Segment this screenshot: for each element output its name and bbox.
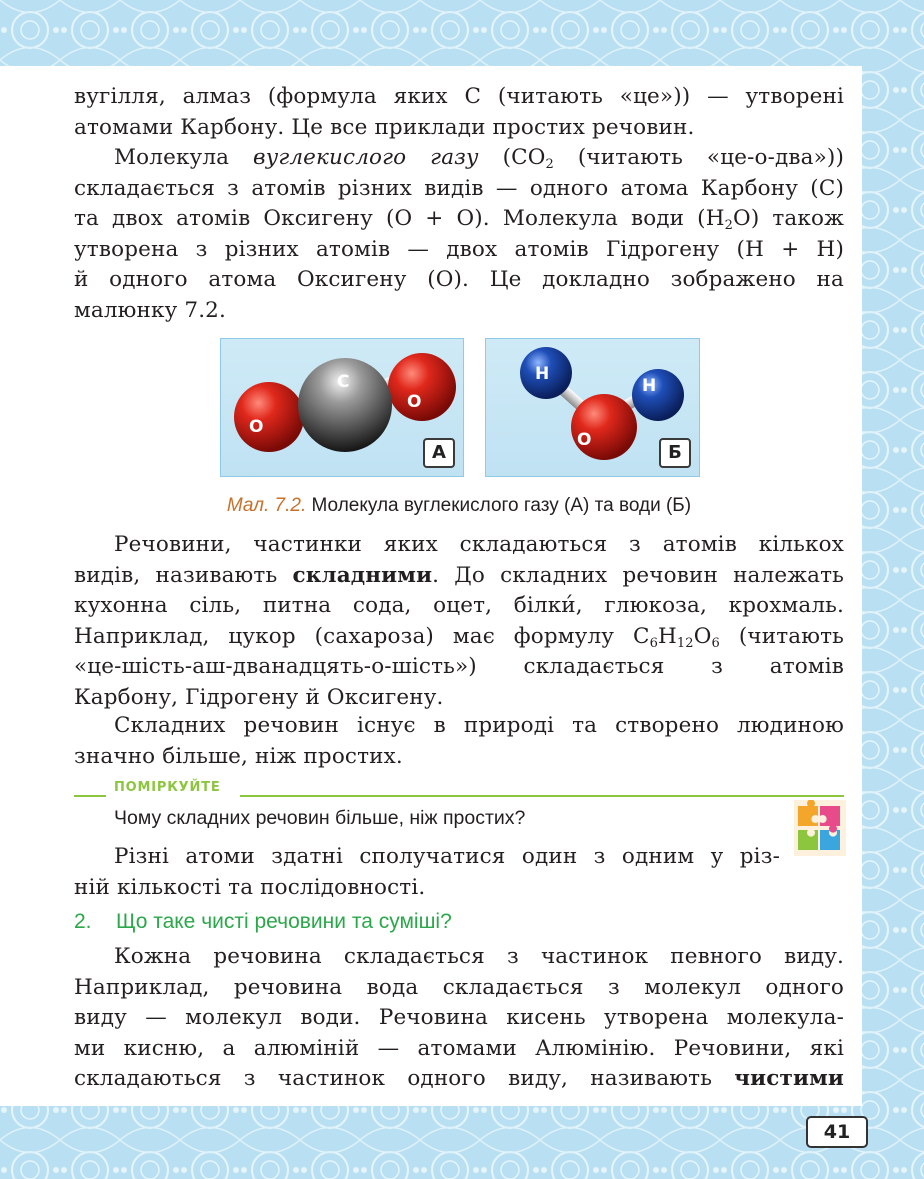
text-line: й одного атома Оксигену (O). Це докладно зображено на <box>74 267 844 292</box>
text-line: ній кількості та послідовності. <box>74 874 426 900</box>
page-number: 41 <box>806 1116 868 1148</box>
term-bold: складними <box>292 562 433 588</box>
text-line: вугілля, алмаз (формула яких C (читають «це»)) — утворені <box>74 84 844 109</box>
text-line: ми кисню, а алюміній — атомами Алюмінію. Речовини, які <box>74 1035 844 1061</box>
atom-label: H <box>642 376 657 396</box>
text-line: складається з атомів різних видів — одного атома Карбону (C) <box>74 175 844 201</box>
caption-text: Молекула вуглекислого газу (А) та води (Б) <box>311 495 692 516</box>
figure-letter: А <box>423 438 455 468</box>
think-question: Чому складних речовин більше, ніж простих? <box>114 807 526 829</box>
text-line: Карбону, Гідрогену й Оксигену. <box>74 684 444 710</box>
atom-label: O <box>577 430 592 450</box>
text-line: виду — молекул води. Речовина кисень утворена молекула- <box>74 1005 844 1030</box>
term-bold: чистими <box>734 1066 844 1091</box>
paragraph-2 <box>74 143 844 326</box>
text-line: Речовини, частинки яких складаються з атомів кількох <box>114 532 844 557</box>
text-line: Складних речовин існує в природі та створено людиною <box>114 713 844 738</box>
oxygen-atom <box>234 382 304 452</box>
text-line: Кожна речовина складається з частинок певного виду. <box>114 944 844 969</box>
figure-co2 <box>220 338 464 477</box>
divider <box>240 795 844 797</box>
atom-label: O <box>249 417 264 437</box>
text-line: «це-шість-аш-дванадцять-о-шість») складається з атомів <box>74 654 844 679</box>
text-line: утворена з різних атомів — двох атомів Гідрогену (H + H) <box>74 236 844 262</box>
text-line: Наприклад, речовина вода складається з молекул одного <box>74 974 844 1000</box>
text-line: атомами Карбону. Це все приклади простих речовин. <box>74 114 695 140</box>
paragraph-3 <box>74 530 844 713</box>
paragraph-4 <box>74 711 844 772</box>
text-line: Молекула вуглекислого газу ($CO_2$ (читають «це-о-два»)) <box>114 145 845 172</box>
text-line: Наприклад, цукор (сахароза) має формулу $C_6H_{12}O_6$ (читають <box>74 623 844 651</box>
paragraph-1 <box>74 82 844 143</box>
text-line: складаються з частинок одного виду, називають чистими <box>74 1066 844 1091</box>
section-heading <box>74 910 452 934</box>
section-title-text: Що таке чисті речовини та суміші? <box>116 910 452 933</box>
figure-h2o <box>485 338 700 477</box>
atom-label: C <box>337 372 350 392</box>
atom-label: H <box>535 364 550 384</box>
text-line: видів, називають складними. До складних речовин належать <box>74 562 844 588</box>
paragraph-6 <box>74 942 844 1095</box>
atom-label: O <box>407 392 422 412</box>
text-line: малюнку 7.2. <box>74 297 226 323</box>
paragraph-5 <box>74 842 780 903</box>
oxygen-atom <box>571 394 637 460</box>
text-line: та двох атомів Оксигену (O + O). Молекула води $(H_2O)$ також <box>74 206 845 233</box>
section-number: 2. <box>74 910 92 933</box>
text-line: кухонна сіль, питна сода, оцет, білки́, глюкоза, крохмаль. <box>74 593 844 618</box>
think-header <box>74 780 844 800</box>
oxygen-atom <box>388 353 456 421</box>
puzzle-icon <box>794 800 846 856</box>
figure-caption <box>74 495 844 517</box>
hydrogen-atom <box>632 369 684 421</box>
text-line: Різні атоми здатні сполучатися один з одним у різ- <box>114 844 780 869</box>
term-italic: вуглекислого газу <box>253 145 479 170</box>
think-title: ПОМІРКУЙТЕ <box>114 780 221 795</box>
figure-letter: Б <box>659 438 691 468</box>
caption-number: Мал. 7.2. <box>226 495 307 516</box>
divider <box>74 795 106 797</box>
text-line: значно більше, ніж простих. <box>74 743 403 769</box>
